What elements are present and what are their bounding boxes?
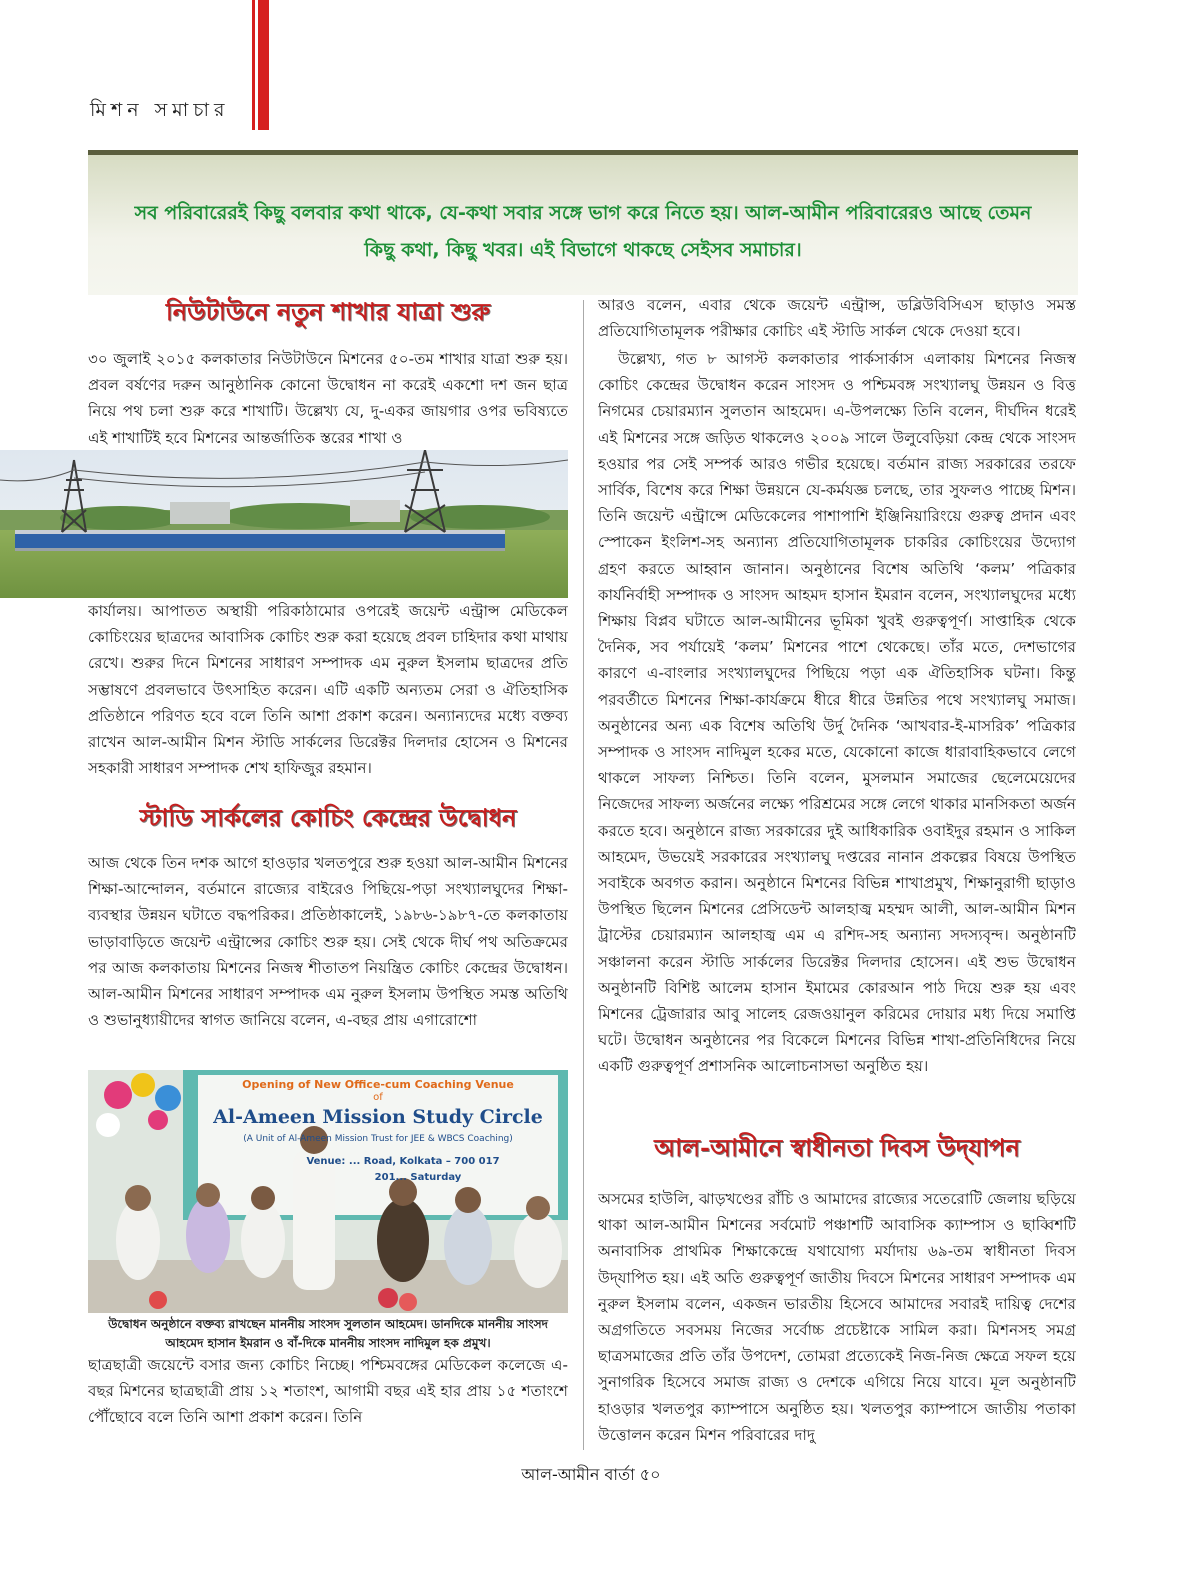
article1-heading: নিউটাউনে নতুন শাখার যাত্রা শুরু — [165, 297, 491, 326]
article2-para1-block — [88, 850, 568, 1064]
header-accent-bar — [258, 0, 269, 130]
photo-banner-line1: Opening of New Office-cum Coaching Venue — [242, 1078, 514, 1091]
photo-banner-line5: Venue: ... Road, Kolkata – 700 017 — [306, 1156, 500, 1167]
article2-para1: আজ থেকে তিন দশক আগে হাওড়ার খলতপুরে শুরু হওয়া আল-আমীন মিশনের শিক্ষা-আন্দোলন, বর্তমানে রাজ্যের বাইরেও পিছিয়ে-পড়া সংখ্যালঘুদের শিক্ষা-ব্যবস্থার উন্নয়ন ঘটাতে বদ্ধপরিকর। প্রতিষ্ঠাকালেই, ১৯৮৬-১৯৮৭-তে কলকাতায় ভাড়াবাড়িতে জয়েন্ট এন্ট্রান্সের কোচিং শুরু হয়। সেই থেকে দীর্ঘ পথ অতিক্রমের পর আজ কলকাতায় মিশনের নিজস্ব শীতাতপ নিয়ন্ত্রিত কোচিং কেন্দ্রের উদ্বোধন। আল-আমীন মিশনের সাধারণ সম্পাদক এম নুরুল ইসলাম উপস্থিত সমস্ত অতিথি ও শুভানুধ্যায়ীদের স্বাগত জানিয়ে বলেন, এ-বছর প্রায় এগারোশো — [88, 854, 568, 1030]
article1-para2-block — [88, 598, 568, 810]
intro-banner — [88, 150, 1078, 295]
article3-para1: অসমের হাউলি, ঝাড়খণ্ডের রাঁচি ও আমাদের রাজ্যের সতেরোটি জেলায় ছড়িয়ে থাকা আল-আমীন মিশনের সর্বমোট পঞ্চাশটি আবাসিক ক্যাম্পাস ও ছাব্বিশটি অনাবাসিক প্রাথমিক শিক্ষাকেন্দ্রে যথাযোগ্য মর্যাদায় ৬৯-তম স্বাধীনতা দিবস উদ্‌যাপিত হয়। এই অতি গুরুত্বপূর্ণ জাতীয় দিবসে মিশনের সাধারণ সম্পাদক এম নুরুল ইসলাম বলেন, একজন ভারতীয় হিসেবে আমাদের সবারই দায়িত্ব দেশের অগ্রগতিতে সবসময় নিজের সর্বোচ্চ প্রচেষ্টাকে সামিল করা। মিশনসহ সমগ্র ছাত্রসমাজের প্রতি তাঁর উপদেশ, তোমরা প্রত্যেকেই নিজ-নিজ ক্ষেত্রে সফল হয়ে সুনাগরিক হিসেবে সমাজ রাজ্য ও দেশকে এগিয়ে নিয়ে যাবে। মূল অনুষ্ঠানটি হাওড়ার খলতপুর ক্যাম্পাসে অনুষ্ঠিত হয়। খলতপুর ক্যাম্পাসে জাতীয় পতাকা উত্তোলন করেন মিশন পরিবারের দাদু — [598, 1190, 1076, 1444]
campus-photo-image — [0, 450, 568, 598]
section-label: মিশন সমাচার — [90, 99, 230, 121]
inauguration-photo — [88, 1070, 568, 1313]
photo-banner-line2: of — [373, 1092, 383, 1103]
article2-para4-block — [598, 346, 1076, 1114]
page-footer: আল-আমীন বার্তা ৫০ — [521, 1465, 661, 1484]
article3-para1-block — [598, 1186, 1076, 1456]
article2-para3-block — [598, 292, 1076, 346]
column-divider — [583, 300, 584, 1450]
article2-para4: উল্লেখ্য, গত ৮ আগস্ট কলকাতার পার্কসার্কাস এলাকায় মিশনের নিজস্ব কোচিং কেন্দ্রের উদ্বোধন করেন সাংসদ ও পশ্চিমবঙ্গ সংখ্যালঘু উন্নয়ন ও বিত্ত নিগমের চেয়ারম্যান সুলতান আহমেদ। এ-উপলক্ষ্যে তিনি বলেন, দীর্ঘদিন ধরেই এই মিশনের সঙ্গে জড়িত থাকলেও ২০০৯ সালে উলুবেড়িয়া কেন্দ্র থেকে সাংসদ হওয়ার পর সেই সম্পর্ক আরও গভীর হয়েছে। বর্তমান রাজ্য সরকারের তরফে সার্বিক, বিশেষ করে শিক্ষা উন্নয়নে যে-কর্মযজ্ঞ চলছে, তার সুফলও পাচ্ছে মিশন। তিনি জয়েন্ট এন্ট্রান্সে মেডিকেলের পাশাপাশি ইঞ্জিনিয়ারিংয়ে গুরুত্ব প্রদান এবং স্পোকেন ইংলিশ-সহ অন্যান্য প্রতিযোগিতামূলক চাকরির কোচিংয়ের উদ্যোগ গ্রহণ করতে আহ্বান জানান। অনুষ্ঠানের বিশেষ অতিথি ‘কলম’ পত্রিকার কার্যনির্বাহী সম্পাদক ও সাংসদ আহমদ হাসান ইমরান বলেন, সংখ্যালঘুদের মধ্যে শিক্ষায় বিপ্লব ঘটাতে আল-আমীনের ভূমিকা খুবই গুরুত্বপূর্ণ। সাপ্তাহিক থেকে দৈনিক, সব পর্যায়েই ‘কলম’ মিশনের পাশে থেকেছে। তাঁর মতে, দেশভাগের কারণে এ-বাংলার সংখ্যালঘুদের পিছিয়ে পড়া এক ঐতিহাসিক ঘটনা। কিন্তু পরবর্তীতে মিশনের শিক্ষা-কার্যক্রমে ধীরে ধীরে উন্নতির পথে সংখ্যালঘু সমাজ। অনুষ্ঠানের অন্য এক বিশেষ অতিথি উর্দু দৈনিক ‘আখবার-ই-মাসরিক’ পত্রিকার সম্পাদক ও সাংসদ নাদিমুল হকের মতে, যেকোনো কাজে ধারাবাহিকভাবে লেগে থাকলে সাফল্য নিশ্চিত। তিনি বলেন, মুসলমান সমাজের ছেলেমেয়েদের নিজেদের সাফল্য অর্জনের লক্ষ্যে পরিশ্রমের সঙ্গে লেগে থাকার মানসিকতা অর্জন করতে হবে। অনুষ্ঠানে রাজ্য সরকারের দুই আধিকারিক ওবাইদুর রহমান ও সাকিল আহমেদ, উভয়েই সরকারের সংখ্যালঘু দপ্তরের নানান প্রকল্পের বিষয়ে উপস্থিত সবাইকে অবগত করান। অনুষ্ঠানে মিশনের বিভিন্ন শাখাপ্রমুখ, শিক্ষানুরাগী ছাড়াও উপস্থিত ছিলেন মিশনের প্রেসিডেন্ট আলহাজ্ব মহম্মদ আলী, আল-আমীন মিশন ট্রাস্টের চেয়ারম্যান আলহাজ্ব এম এ রশিদ-সহ অন্যান্য সদস্যবৃন্দ। অনুষ্ঠানটি সঞ্চালনা করেন স্টাডি সার্কলের ডিরেক্টর দিলদার হোসেন। এই শুভ উদ্বোধন অনুষ্ঠানটি বিশিষ্ট আলেম হাসান ইমামের কোরআন পাঠ দিয়ে শুরু হয় এবং মিশনের ট্রেজারার আবু সালেহ রেজওয়ানুল করিমের দোয়ার মধ্য দিয়ে সমাপ্তি ঘটে। উদ্বোধন অনুষ্ঠানের পর বিকেলে মিশনের বিভিন্ন শাখা-প্রতিনিধিদের নিয়ে একটি গুরুত্বপূর্ণ প্রশাসনিক আলোচনাসভা অনুষ্ঠিত হয়। — [598, 350, 1076, 1076]
photo-banner-line6: 201... Saturday — [374, 1172, 462, 1183]
article2-para2: ছাত্রছাত্রী জয়েন্টে বসার জন্য কোচিং নিচ্ছে। পশ্চিমবঙ্গের মেডিকেল কলেজে এ-বছর মিশনের ছাত্রছাত্রী প্রায় ১২ শতাংশ, আগামী বছর এই হার প্রায় ১৫ শতাংশে পৌঁছোবে বলে তিনি আশা প্রকাশ করেন। তিনি — [88, 1356, 568, 1427]
article2-para3: আরও বলেন, এবার থেকে জয়েন্ট এন্ট্রান্স, ডব্লিউবিসিএস ছাড়াও সমস্ত প্রতিযোগিতামূলক পরীক্ষার কোচিং এই স্টাডি সার্কল থেকে দেওয়া হবে। — [598, 296, 1076, 341]
article1-para1-block — [88, 346, 568, 450]
photo-banner-line4: (A Unit of Al-Ameen Mission Trust for JEE & WBCS Coaching) — [243, 1134, 513, 1144]
article1-para2: কার্যালয়। আপাতত অস্থায়ী পরিকাঠামোর ওপরেই জয়েন্ট এন্ট্রান্স মেডিকেল কোচিংয়ের ছাত্রদের আবাসিক কোচিং শুরু করা হয়েছে প্রবল চাহিদার কথা মাথায় রেখে। শুরুর দিনে মিশনের সাধারণ সম্পাদক এম নুরুল ইসলাম ছাত্রদের প্রতি সম্ভাষণে প্রবলভাবে উৎসাহিত করেন। এটি একটি অন্যতম সেরা ও ঐতিহাসিক প্রতিষ্ঠানে পরিণত হবে বলে তিনি আশা প্রকাশ করেন। অন্যান্যদের মধ্যে বক্তব্য রাখেন আল-আমীন মিশন স্টাডি সার্কলের ডিরেক্টর দিলদার হোসেন ও মিশনের সহকারী সাধারণ সম্পাদক শেখ হাফিজুর রহমান। — [88, 602, 568, 778]
photo-banner-line3: Al-Ameen Mission Study Circle — [213, 1106, 543, 1128]
inauguration-photo-caption: উদ্বোধন অনুষ্ঠানে বক্তব্য রাখছেন মাননীয় সাংসদ সুলতান আহমেদ। ডানদিকে মাননীয় সাংসদ আহমেদ হাসান ইমরান ও বাঁ-দিকে মাননীয় সাংসদ নাদিমুল হক প্রমুখ। — [108, 1317, 548, 1350]
header-accent-thin — [252, 0, 255, 130]
article2-heading: স্টাডি সার্কলের কোচিং কেন্দ্রের উদ্বোধন — [139, 803, 517, 832]
article2-para2-block — [88, 1352, 568, 1458]
article3-heading: আল-আমীনে স্বাধীনতা দিবস উদ্‌যাপন — [654, 1133, 1020, 1162]
intro-banner-text: সব পরিবারেরই কিছু বলবার কথা থাকে, যে-কথা সবার সঙ্গে ভাগ করে নিতে হয়। আল-আমীন পরিবারেরও আছে তেমন কিছু কথা, কিছু খবর। এই বিভাগে থাকছে সেইসব সমাচার। — [134, 202, 1032, 261]
campus-photo — [0, 450, 568, 598]
article1-para1: ৩০ জুলাই ২০১৫ কলকাতার নিউটাউনে মিশনের ৫০-তম শাখার যাত্রা শুরু হয়। প্রবল বর্ষণের দরুন আনুষ্ঠানিক কোনো উদ্বোধন না করেই একশো দশ জন ছাত্র নিয়ে পথ চলা শুরু করে শাখাটি। উল্লেখ্য যে, দু-একর জায়গার ওপর ভবিষ্যতে এই শাখাটিই হবে মিশনের আন্তর্জাতিক স্তরের শাখা ও — [88, 350, 568, 447]
